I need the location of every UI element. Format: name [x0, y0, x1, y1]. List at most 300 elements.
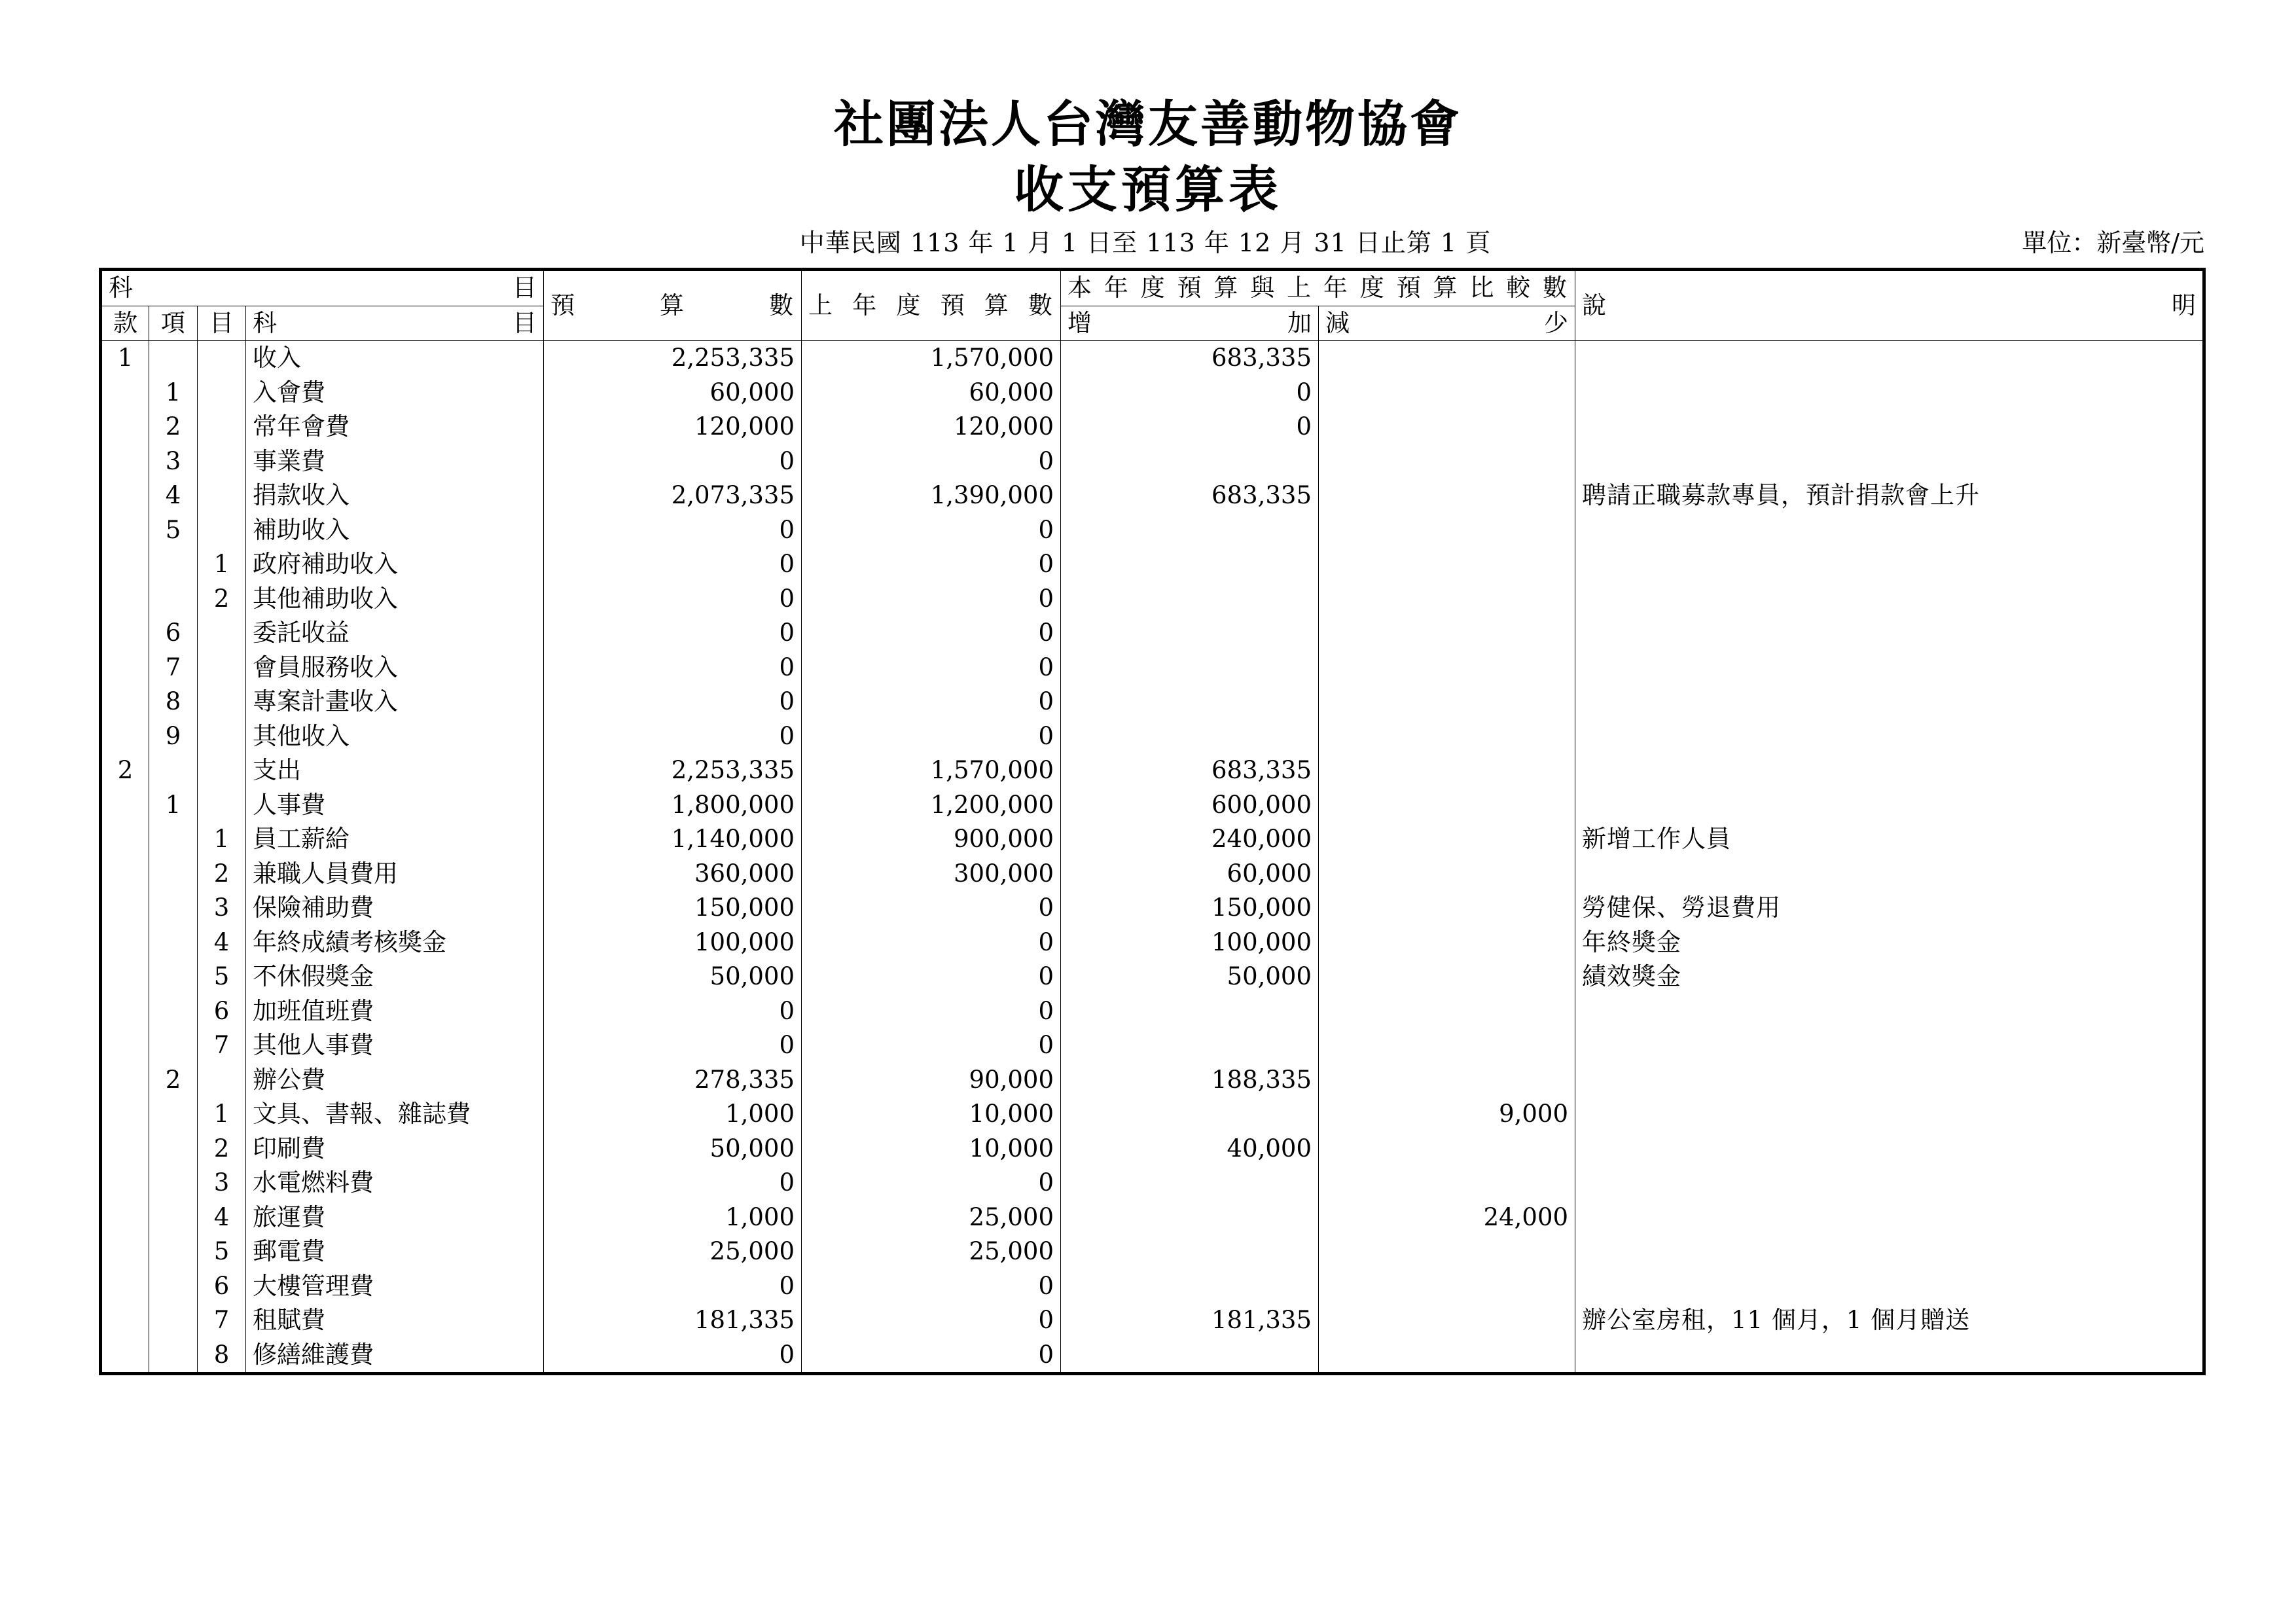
mu-cell: 6 [198, 1269, 246, 1304]
prev-budget-cell: 25,000 [802, 1200, 1061, 1235]
prev-budget-cell: 0 [802, 513, 1061, 548]
subject-name-cell: 支出 [246, 753, 544, 788]
increase-cell: 0 [1061, 410, 1319, 444]
decrease-cell [1319, 1028, 1575, 1063]
decrease-cell [1319, 857, 1575, 892]
mu-cell: 7 [198, 1028, 246, 1063]
subject-name-cell: 專案計畫收入 [246, 685, 544, 719]
table-row [101, 582, 2204, 617]
decrease-cell [1319, 582, 1575, 617]
note-cell: 聘請正職募款專員，預計捐款會上升 [1575, 478, 2204, 513]
note-cell [1575, 753, 2204, 788]
mu-cell: 4 [198, 926, 246, 960]
budget-table [99, 268, 2206, 1375]
budget-cell: 0 [544, 685, 802, 719]
note-cell [1575, 1235, 2204, 1269]
kuan-cell [101, 994, 149, 1029]
mu-cell [198, 719, 246, 754]
mu-cell [198, 410, 246, 444]
xiang-cell: 6 [149, 616, 198, 651]
increase-cell [1061, 685, 1319, 719]
kuan-cell [101, 926, 149, 960]
table-row [101, 341, 2204, 376]
kuan-cell [101, 685, 149, 719]
prev-budget-cell: 90,000 [802, 1063, 1061, 1098]
mu-cell: 2 [198, 1132, 246, 1166]
budget-cell: 0 [544, 1166, 802, 1200]
increase-header: 增 加 [1061, 306, 1319, 341]
note-cell [1575, 719, 2204, 754]
decrease-cell [1319, 341, 1575, 376]
prev-budget-cell: 0 [802, 960, 1061, 994]
kuan-cell: 2 [101, 753, 149, 788]
budget-cell: 181,335 [544, 1303, 802, 1338]
currency-unit: 單位：新臺幣/元 [2022, 228, 2204, 257]
note-cell [1575, 582, 2204, 617]
kuan-cell [101, 478, 149, 513]
prev-budget-cell: 60,000 [802, 376, 1061, 410]
xiang-cell: 2 [149, 410, 198, 444]
table-row [101, 788, 2204, 823]
subject-name-cell: 政府補助收入 [246, 547, 544, 582]
table-row [101, 1063, 2204, 1098]
subject-name-cell: 人事費 [246, 788, 544, 823]
prev-budget-cell: 120,000 [802, 410, 1061, 444]
subject-name-cell: 兼職人員費用 [246, 857, 544, 892]
budget-cell: 0 [544, 1338, 802, 1374]
table-row [101, 1132, 2204, 1166]
prev-budget-cell: 1,390,000 [802, 478, 1061, 513]
increase-cell: 0 [1061, 376, 1319, 410]
note-cell [1575, 1028, 2204, 1063]
subject-group-header: 科 目 [101, 270, 544, 306]
xiang-cell [149, 1132, 198, 1166]
report-title: 收支預算表 [1014, 160, 1282, 219]
table-row [101, 444, 2204, 479]
xiang-cell: 3 [149, 444, 198, 479]
xiang-cell [149, 891, 198, 926]
subject-name-cell: 其他補助收入 [246, 582, 544, 617]
budget-cell: 2,253,335 [544, 341, 802, 376]
decrease-header: 減 少 [1319, 306, 1575, 341]
table-row [101, 822, 2204, 857]
mu-cell: 5 [198, 960, 246, 994]
xiang-cell [149, 1235, 198, 1269]
subject-name-cell: 大樓管理費 [246, 1269, 544, 1304]
xiang-cell: 1 [149, 788, 198, 823]
table-row [101, 960, 2204, 994]
budget-cell: 0 [544, 444, 802, 479]
decrease-cell [1319, 822, 1575, 857]
decrease-cell [1319, 719, 1575, 754]
increase-cell: 50,000 [1061, 960, 1319, 994]
budget-cell: 2,253,335 [544, 753, 802, 788]
kuan-cell [101, 857, 149, 892]
mu-cell [198, 651, 246, 685]
xiang-cell: 4 [149, 478, 198, 513]
note-cell [1575, 341, 2204, 376]
prev-budget-cell: 900,000 [802, 822, 1061, 857]
increase-cell [1061, 1097, 1319, 1132]
decrease-cell [1319, 685, 1575, 719]
note-cell [1575, 513, 2204, 548]
xiang-cell [149, 1028, 198, 1063]
budget-cell: 25,000 [544, 1235, 802, 1269]
decrease-cell [1319, 1166, 1575, 1200]
note-cell [1575, 685, 2204, 719]
table-row [101, 1028, 2204, 1063]
mu-cell: 1 [198, 822, 246, 857]
table-row [101, 1235, 2204, 1269]
subject-name-cell: 辦公費 [246, 1063, 544, 1098]
kuan-cell [101, 1132, 149, 1166]
subject-name-cell: 保險補助費 [246, 891, 544, 926]
decrease-cell [1319, 1063, 1575, 1098]
kuan-cell [101, 1028, 149, 1063]
decrease-cell [1319, 376, 1575, 410]
budget-cell: 0 [544, 994, 802, 1029]
xiang-cell: 7 [149, 651, 198, 685]
prev-budget-cell: 10,000 [802, 1132, 1061, 1166]
subject-name-cell: 會員服務收入 [246, 651, 544, 685]
budget-cell: 0 [544, 513, 802, 548]
mu-cell [198, 753, 246, 788]
table-row [101, 1269, 2204, 1304]
increase-cell: 150,000 [1061, 891, 1319, 926]
note-cell [1575, 651, 2204, 685]
note-cell: 績效獎金 [1575, 960, 2204, 994]
xiang-cell [149, 960, 198, 994]
budget-cell: 60,000 [544, 376, 802, 410]
xiang-cell: 9 [149, 719, 198, 754]
increase-cell [1061, 444, 1319, 479]
kuan-header: 款 [101, 306, 149, 341]
note-cell [1575, 410, 2204, 444]
kuan-cell [101, 788, 149, 823]
prev-budget-cell: 0 [802, 547, 1061, 582]
prev-budget-cell: 0 [802, 1028, 1061, 1063]
budget-cell: 0 [544, 616, 802, 651]
subject-name-cell: 委託收益 [246, 616, 544, 651]
increase-cell [1061, 616, 1319, 651]
decrease-cell [1319, 651, 1575, 685]
note-cell [1575, 616, 2204, 651]
decrease-cell [1319, 788, 1575, 823]
mu-cell: 2 [198, 582, 246, 617]
budget-cell: 360,000 [544, 857, 802, 892]
kuan-cell [101, 513, 149, 548]
subject-header: 科 目 [246, 306, 544, 341]
mu-cell [198, 788, 246, 823]
subject-name-cell: 員工薪給 [246, 822, 544, 857]
mu-cell: 7 [198, 1303, 246, 1338]
mu-cell: 1 [198, 1097, 246, 1132]
prev-budget-cell: 0 [802, 582, 1061, 617]
table-row [101, 1303, 2204, 1338]
prev-budget-cell: 0 [802, 719, 1061, 754]
note-cell [1575, 1338, 2204, 1374]
increase-cell: 188,335 [1061, 1063, 1319, 1098]
prev-budget-cell: 0 [802, 994, 1061, 1029]
increase-cell [1061, 1235, 1319, 1269]
budget-cell: 0 [544, 547, 802, 582]
note-cell [1575, 1200, 2204, 1235]
xiang-cell [149, 822, 198, 857]
subject-name-cell: 其他收入 [246, 719, 544, 754]
xiang-cell: 2 [149, 1063, 198, 1098]
decrease-cell [1319, 547, 1575, 582]
budget-cell: 2,073,335 [544, 478, 802, 513]
mu-cell: 6 [198, 994, 246, 1029]
increase-cell: 683,335 [1061, 753, 1319, 788]
mu-cell: 3 [198, 1166, 246, 1200]
subject-name-cell: 入會費 [246, 376, 544, 410]
decrease-cell [1319, 1338, 1575, 1374]
subject-name-cell: 印刷費 [246, 1132, 544, 1166]
mu-cell [198, 1063, 246, 1098]
table-row [101, 719, 2204, 754]
note-cell: 新增工作人員 [1575, 822, 2204, 857]
xiang-cell [149, 582, 198, 617]
decrease-cell [1319, 1269, 1575, 1304]
kuan-cell [101, 1235, 149, 1269]
note-cell: 辦公室房租，11 個月，1 個月贈送 [1575, 1303, 2204, 1338]
table-row [101, 651, 2204, 685]
decrease-cell: 9,000 [1319, 1097, 1575, 1132]
budget-cell: 50,000 [544, 960, 802, 994]
decrease-cell [1319, 513, 1575, 548]
decrease-cell [1319, 478, 1575, 513]
xiang-cell [149, 994, 198, 1029]
decrease-cell [1319, 926, 1575, 960]
mu-cell: 8 [198, 1338, 246, 1374]
decrease-cell [1319, 1303, 1575, 1338]
mu-cell [198, 616, 246, 651]
prev-budget-cell: 0 [802, 1166, 1061, 1200]
xiang-cell: 1 [149, 376, 198, 410]
prev-budget-cell: 0 [802, 651, 1061, 685]
increase-cell [1061, 547, 1319, 582]
mu-header: 目 [198, 306, 246, 341]
kuan-cell [101, 651, 149, 685]
note-cell: 年終獎金 [1575, 926, 2204, 960]
comparison-header: 本 年 度 預 算 與 上 年 度 預 算 比 較 數 [1061, 270, 1575, 306]
xiang-cell [149, 857, 198, 892]
subject-name-cell: 水電燃料費 [246, 1166, 544, 1200]
decrease-cell [1319, 891, 1575, 926]
kuan-cell [101, 582, 149, 617]
budget-cell: 0 [544, 719, 802, 754]
mu-cell: 4 [198, 1200, 246, 1235]
mu-cell [198, 685, 246, 719]
kuan-cell [101, 1200, 149, 1235]
prev-budget-cell: 0 [802, 1269, 1061, 1304]
note-cell [1575, 1063, 2204, 1098]
note-cell [1575, 788, 2204, 823]
subject-name-cell: 租賦費 [246, 1303, 544, 1338]
increase-cell [1061, 651, 1319, 685]
prev-budget-cell: 0 [802, 444, 1061, 479]
increase-cell [1061, 719, 1319, 754]
xiang-cell [149, 1303, 198, 1338]
budget-cell: 150,000 [544, 891, 802, 926]
kuan-cell [101, 1097, 149, 1132]
mu-cell [198, 478, 246, 513]
kuan-cell [101, 1063, 149, 1098]
table-row [101, 547, 2204, 582]
increase-cell [1061, 1338, 1319, 1374]
subject-name-cell: 不休假獎金 [246, 960, 544, 994]
increase-cell [1061, 513, 1319, 548]
note-cell [1575, 547, 2204, 582]
prev-budget-cell: 0 [802, 926, 1061, 960]
prev-budget-cell: 1,570,000 [802, 753, 1061, 788]
xiang-cell [149, 1097, 198, 1132]
budget-cell: 0 [544, 1028, 802, 1063]
kuan-cell [101, 1166, 149, 1200]
prev-budget-cell: 0 [802, 685, 1061, 719]
prev-budget-cell: 0 [802, 891, 1061, 926]
note-cell [1575, 857, 2204, 892]
kuan-cell [101, 1338, 149, 1374]
prev-budget-cell: 300,000 [802, 857, 1061, 892]
xiang-cell [149, 926, 198, 960]
decrease-cell [1319, 444, 1575, 479]
subject-name-cell: 事業費 [246, 444, 544, 479]
prev-budget-cell: 25,000 [802, 1235, 1061, 1269]
kuan-cell [101, 616, 149, 651]
note-cell [1575, 1097, 2204, 1132]
xiang-cell [149, 1200, 198, 1235]
table-row [101, 891, 2204, 926]
kuan-cell [101, 891, 149, 926]
increase-cell: 100,000 [1061, 926, 1319, 960]
kuan-cell [101, 822, 149, 857]
increase-cell: 683,335 [1061, 478, 1319, 513]
xiang-cell: 8 [149, 685, 198, 719]
mu-cell [198, 376, 246, 410]
xiang-cell [149, 341, 198, 376]
note-cell [1575, 1166, 2204, 1200]
note-header: 說 明 [1575, 270, 2204, 341]
decrease-cell [1319, 410, 1575, 444]
kuan-cell [101, 1269, 149, 1304]
mu-cell: 5 [198, 1235, 246, 1269]
table-row [101, 616, 2204, 651]
table-body [101, 341, 2204, 1374]
kuan-cell: 1 [101, 341, 149, 376]
subject-name-cell: 年終成績考核獎金 [246, 926, 544, 960]
prev-budget-cell: 0 [802, 1338, 1061, 1374]
kuan-cell [101, 410, 149, 444]
increase-cell: 60,000 [1061, 857, 1319, 892]
budget-cell: 278,335 [544, 1063, 802, 1098]
note-cell: 勞健保、勞退費用 [1575, 891, 2204, 926]
increase-cell [1061, 1200, 1319, 1235]
budget-cell: 1,000 [544, 1097, 802, 1132]
budget-cell: 1,140,000 [544, 822, 802, 857]
note-cell [1575, 376, 2204, 410]
table-row [101, 376, 2204, 410]
decrease-cell [1319, 753, 1575, 788]
prev-budget-cell: 0 [802, 1303, 1061, 1338]
table-row [101, 1097, 2204, 1132]
table-header [101, 270, 2204, 341]
table-row [101, 1166, 2204, 1200]
subject-name-cell: 捐款收入 [246, 478, 544, 513]
increase-cell: 240,000 [1061, 822, 1319, 857]
kuan-cell [101, 960, 149, 994]
prev-budget-header: 上 年 度 預 算 數 [802, 270, 1061, 341]
budget-header: 預 算 數 [544, 270, 802, 341]
mu-cell [198, 341, 246, 376]
increase-cell: 181,335 [1061, 1303, 1319, 1338]
prev-budget-cell: 1,570,000 [802, 341, 1061, 376]
decrease-cell [1319, 994, 1575, 1029]
budget-cell: 1,800,000 [544, 788, 802, 823]
subject-name-cell: 補助收入 [246, 513, 544, 548]
increase-cell [1061, 1269, 1319, 1304]
subject-name-cell: 旅運費 [246, 1200, 544, 1235]
note-cell [1575, 994, 2204, 1029]
decrease-cell: 24,000 [1319, 1200, 1575, 1235]
organization-name: 社團法人台灣友善動物協會 [834, 95, 1462, 153]
table-row [101, 857, 2204, 892]
table-row [101, 994, 2204, 1029]
increase-cell: 40,000 [1061, 1132, 1319, 1166]
table-row [101, 410, 2204, 444]
increase-cell: 683,335 [1061, 341, 1319, 376]
kuan-cell [101, 444, 149, 479]
budget-cell: 100,000 [544, 926, 802, 960]
note-cell [1575, 1269, 2204, 1304]
report-period: 中華民國 113 年 1 月 1 日至 113 年 12 月 31 日止第 1 頁 [799, 228, 1492, 257]
subject-name-cell: 文具、書報、雜誌費 [246, 1097, 544, 1132]
mu-cell [198, 513, 246, 548]
kuan-cell [101, 547, 149, 582]
table-row [101, 753, 2204, 788]
budget-cell: 0 [544, 582, 802, 617]
xiang-cell [149, 1338, 198, 1374]
xiang-cell [149, 753, 198, 788]
table-row [101, 926, 2204, 960]
note-cell [1575, 444, 2204, 479]
xiang-cell [149, 1166, 198, 1200]
increase-cell [1061, 582, 1319, 617]
table-row [101, 478, 2204, 513]
kuan-cell [101, 719, 149, 754]
mu-cell: 2 [198, 857, 246, 892]
prev-budget-cell: 10,000 [802, 1097, 1061, 1132]
subject-name-cell: 常年會費 [246, 410, 544, 444]
mu-cell [198, 444, 246, 479]
decrease-cell [1319, 1235, 1575, 1269]
budget-cell: 0 [544, 1269, 802, 1304]
table-row [101, 685, 2204, 719]
xiang-header: 項 [149, 306, 198, 341]
decrease-cell [1319, 616, 1575, 651]
xiang-cell [149, 1269, 198, 1304]
kuan-cell [101, 376, 149, 410]
xiang-cell: 5 [149, 513, 198, 548]
decrease-cell [1319, 1132, 1575, 1166]
budget-cell: 0 [544, 651, 802, 685]
subject-name-cell: 其他人事費 [246, 1028, 544, 1063]
increase-cell [1061, 994, 1319, 1029]
kuan-cell [101, 1303, 149, 1338]
subject-name-cell: 收入 [246, 341, 544, 376]
table-row [101, 1200, 2204, 1235]
